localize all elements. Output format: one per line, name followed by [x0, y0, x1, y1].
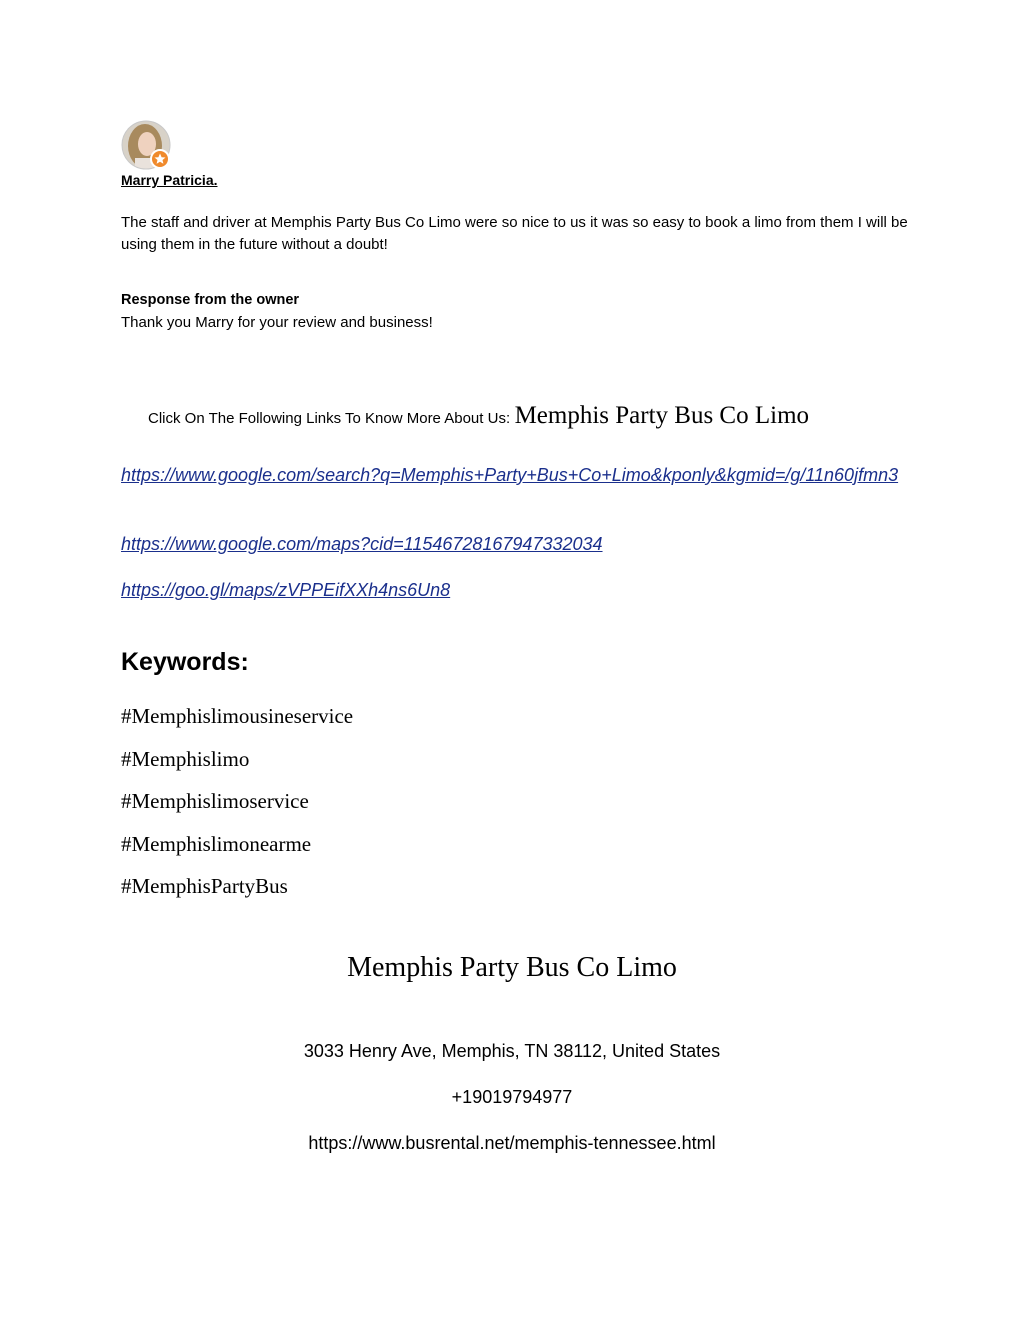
- business-address: 3033 Henry Ave, Memphis, TN 38112, United States: [303, 1041, 721, 1061]
- owner-response-heading: Response from the owner: [121, 292, 300, 308]
- review-text: The staff and driver at Memphis Party Bus Co Limo were so nice to us it was so easy to book a limo from them I will be using them in the future without a doubt!: [121, 214, 908, 253]
- business-website: https://www.busrental.net/memphis-tennessee.html: [308, 1133, 716, 1153]
- keyword-item: #Memphislimoservice: [121, 789, 309, 813]
- business-phone: +19019794977: [451, 1087, 573, 1107]
- reviewer-name[interactable]: Marry Patricia.: [121, 172, 218, 188]
- owner-response-text: Thank you Marry for your review and business!: [121, 314, 433, 331]
- keyword-item: #Memphislimonearme: [121, 831, 312, 856]
- business-name: Memphis Party Bus Co Limo: [347, 952, 677, 983]
- google-search-link[interactable]: https://www.google.com/search?q=Memphis+Party+Bus+Co+Limo&kponly&kgmid=/g/11n60jfmn3: [121, 465, 899, 485]
- links-intro: [148, 402, 809, 430]
- links-intro-business-name: Memphis Party Bus Co Limo: [514, 402, 810, 429]
- short-maps-link[interactable]: https://goo.gl/maps/zVPPEifXXh4ns6Un8: [121, 580, 451, 600]
- reviewer-avatar[interactable]: [121, 120, 171, 170]
- keywords-list: [121, 702, 353, 915]
- keyword-item: #Memphislimousineservice: [121, 704, 354, 728]
- keywords-title: Keywords:: [121, 648, 249, 676]
- google-maps-link[interactable]: https://www.google.com/maps?cid=11546728167947332034: [121, 534, 603, 554]
- avatar-photo-icon: [121, 120, 171, 170]
- keyword-item: #Memphislimo: [121, 746, 250, 771]
- keyword-item: #MemphisPartyBus: [121, 874, 288, 898]
- links-intro-text: Click On The Following Links To Know More About Us:: [148, 410, 511, 427]
